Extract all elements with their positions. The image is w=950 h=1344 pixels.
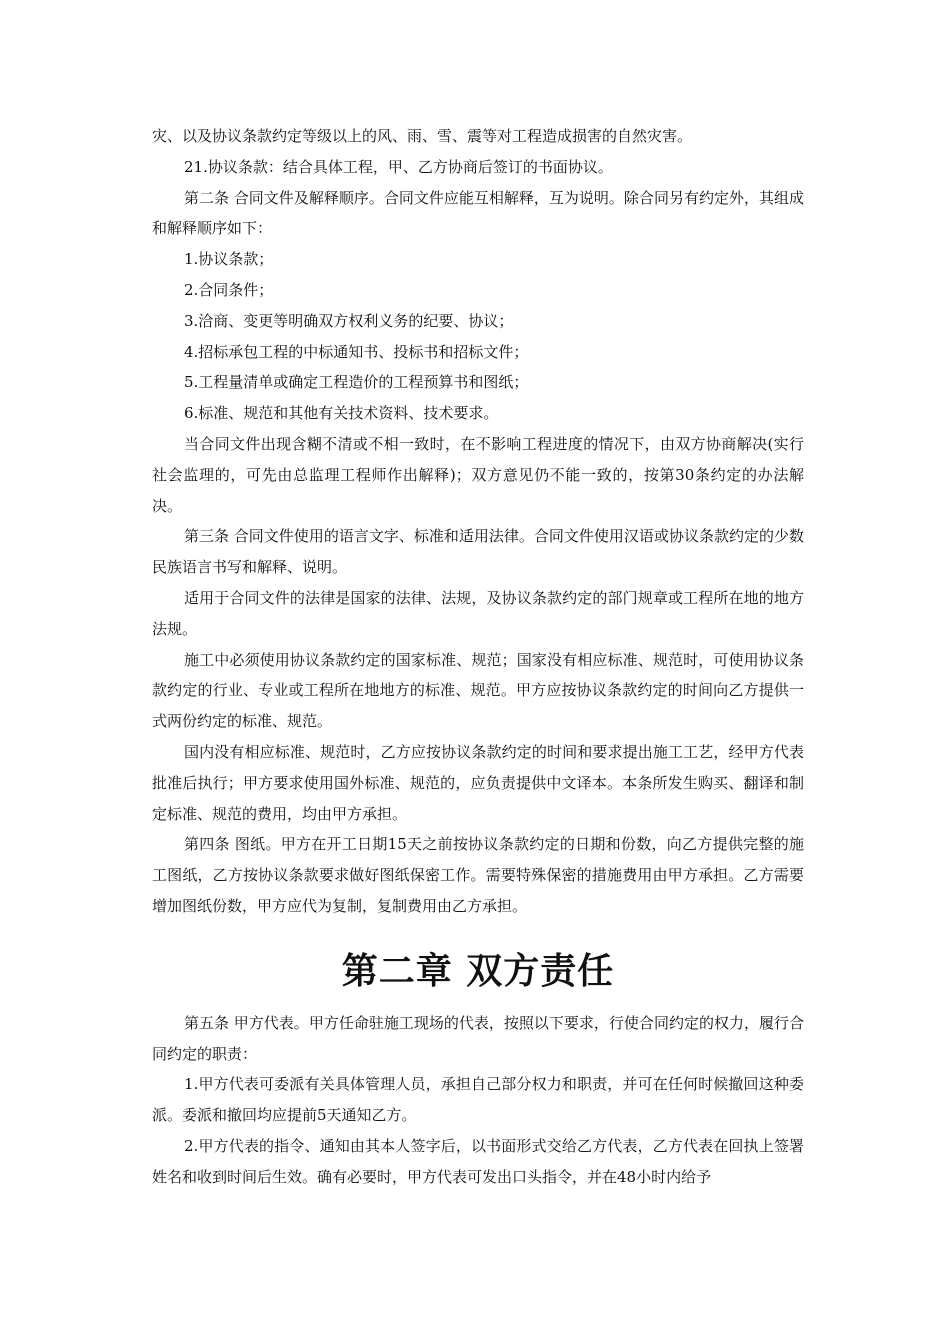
list-item: 6.标准、规范和其他有关技术资料、技术要求。 [184,404,499,423]
paragraph: 国内没有相应标准、规范时，乙方应按协议条款约定的时间和要求提出施工工艺，经甲方代表批准后执行；甲方要求使用国外标准、规范的，应负责提供中文译本。本条所发生购买、翻译和制定标准、规范的费用，均由甲方承担。 [152,742,804,823]
body-text-after [152,1008,804,1193]
chapter-heading: 第二章 双方责任 [341,950,615,992]
list-item: 4.招标承包工程的中标通知书、投标书和招标文件； [184,342,529,361]
list-item: 2.合同条件； [184,280,274,299]
list-item: 1.甲方代表可委派有关具体管理人员，承担自己部分权力和职责，并可在任何时候撤回这种委派。委派和撤回均应提前5天通知乙方。 [152,1075,804,1125]
paragraph: 当合同文件出现含糊不清或不相一致时，在不影响工程进度的情况下，由双方协商解决(实行社会监理的，可先由总监理工程师作出解释)；双方意见仍不能一致的，按第30条约定的办法解决。 [152,434,804,515]
paragraph: 第二条 合同文件及解释顺序。合同文件应能互相解释，互为说明。除合同另有约定外，其组成和解释顺序如下： [152,188,804,238]
document-page [152,121,804,1193]
paragraph: 灾、以及协议条款约定等级以上的风、雨、雪、震等对工程造成损害的自然灾害。 [152,127,693,145]
body-text-before [152,121,804,922]
list-item: 5.工程量清单或确定工程造价的工程预算书和图纸； [184,373,529,392]
paragraph: 21.协议条款：结合具体工程，甲、乙方协商后签订的书面协议。 [184,157,613,176]
paragraph: 施工中必须使用协议条款约定的国家标准、规范；国家没有相应标准、规范时，可使用协议条款约定的行业、专业或工程所在地地方的标准、规范。甲方应按协议条款约定的时间向乙方提供一式两份约定的标准、规范。 [152,650,804,731]
paragraph: 第四条 图纸。甲方在开工日期15天之前按协议条款约定的日期和份数，向乙方提供完整的施工图纸，乙方按协议条款要求做好图纸保密工作。需要特殊保密的措施费用由甲方承担。乙方需要增加图纸份数，甲方应代为复制，复制费用由乙方承担。 [152,835,804,915]
paragraph: 第三条 合同文件使用的语言文字、标准和适用法律。合同文件使用汉语或协议条款约定的少数民族语言书写和解释、说明。 [152,527,804,577]
list-item: 1.协议条款； [184,250,274,269]
list-item: 2.甲方代表的指令、通知由其本人签字后，以书面形式交给乙方代表，乙方代表在回执上签署姓名和收到时间后生效。确有必要时，甲方代表可发出口头指令，并在48小时内给予 [152,1136,804,1186]
paragraph: 第五条 甲方代表。甲方任命驻施工现场的代表，按照以下要求，行使合同约定的权力，履行合同约定的职责： [152,1013,804,1063]
list-item: 3.洽商、变更等明确双方权利义务的纪要、协议； [184,311,514,330]
paragraph: 适用于合同文件的法律是国家的法律、法规，及协议条款约定的部门规章或工程所在地的地方法规。 [152,588,804,638]
